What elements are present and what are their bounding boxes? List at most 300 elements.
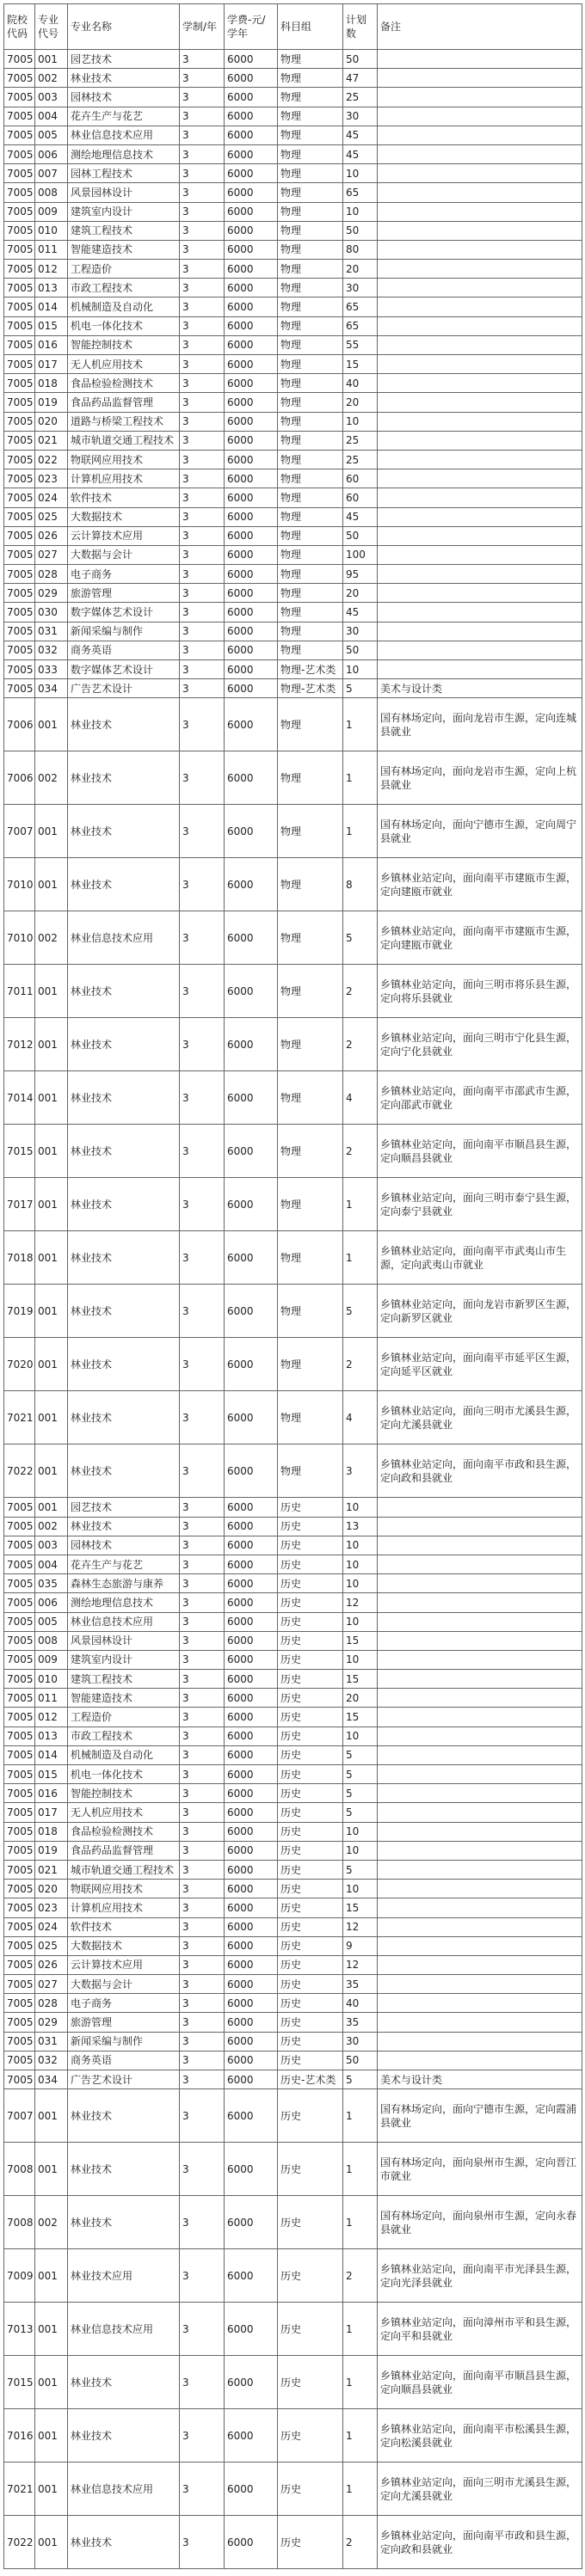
cell-major-name: 大数据技术 xyxy=(68,507,180,526)
cell-duration: 3 xyxy=(180,2143,225,2196)
cell-remarks xyxy=(378,1631,582,1650)
cell-major-name: 林业技术 xyxy=(68,1018,180,1071)
header-school-code: 院校代码 xyxy=(4,4,35,50)
cell-school-code: 7010 xyxy=(4,911,35,965)
cell-remarks xyxy=(378,584,582,603)
cell-subject-group: 物理 xyxy=(278,355,343,374)
cell-major-name: 旅游管理 xyxy=(68,2013,180,2032)
cell-tuition: 6000 xyxy=(225,1574,278,1593)
cell-duration: 3 xyxy=(180,1765,225,1784)
cell-major-code: 021 xyxy=(35,431,68,450)
cell-major-code: 012 xyxy=(35,260,68,279)
cell-plan-count: 1 xyxy=(343,1231,378,1285)
cell-remarks xyxy=(378,164,582,183)
cell-plan-count: 2 xyxy=(343,965,378,1018)
cell-tuition: 6000 xyxy=(225,660,278,679)
table-row xyxy=(4,1574,582,1593)
cell-school-code: 7005 xyxy=(4,374,35,393)
cell-duration: 3 xyxy=(180,297,225,316)
cell-subject-group: 物理 xyxy=(278,965,343,1018)
cell-major-code: 007 xyxy=(35,164,68,183)
cell-remarks: 乡镇林业站定向，面向漳州市平和县生源，定向平和县就业 xyxy=(378,2303,582,2356)
cell-duration: 3 xyxy=(180,2463,225,2516)
cell-plan-count: 10 xyxy=(343,164,378,183)
cell-tuition: 6000 xyxy=(225,1612,278,1631)
cell-subject-group: 物理 xyxy=(278,335,343,354)
cell-tuition: 6000 xyxy=(225,2463,278,2516)
table-row xyxy=(4,805,582,858)
cell-school-code: 7005 xyxy=(4,279,35,297)
cell-major-code: 004 xyxy=(35,107,68,126)
cell-plan-count: 20 xyxy=(343,1689,378,1708)
cell-major-name: 建筑工程技术 xyxy=(68,1670,180,1689)
cell-plan-count: 10 xyxy=(343,412,378,431)
table-row xyxy=(4,1994,582,2013)
header-duration: 学制/年 xyxy=(180,4,225,50)
cell-remarks: 乡镇林业站定向，面向南平市光泽县生源，定向光泽县就业 xyxy=(378,2249,582,2303)
cell-subject-group: 物理 xyxy=(278,316,343,335)
cell-major-name: 建筑室内设计 xyxy=(68,1650,180,1669)
table-row xyxy=(4,679,582,698)
cell-duration: 3 xyxy=(180,679,225,698)
cell-major-code: 034 xyxy=(35,2070,68,2089)
cell-major-name: 林业技术 xyxy=(68,2143,180,2196)
cell-remarks xyxy=(378,450,582,469)
cell-duration: 3 xyxy=(180,1178,225,1231)
table-row xyxy=(4,335,582,354)
cell-major-code: 026 xyxy=(35,526,68,545)
table-row xyxy=(4,1689,582,1708)
cell-tuition: 6000 xyxy=(225,412,278,431)
cell-subject-group: 物理 xyxy=(278,183,343,202)
cell-tuition: 6000 xyxy=(225,622,278,641)
cell-plan-count: 15 xyxy=(343,1670,378,1689)
cell-school-code: 7017 xyxy=(4,1178,35,1231)
cell-duration: 3 xyxy=(180,641,225,659)
cell-plan-count: 2 xyxy=(343,1125,378,1178)
cell-major-code: 026 xyxy=(35,1955,68,1974)
cell-subject-group: 物理 xyxy=(278,107,343,126)
table-row xyxy=(4,1071,582,1125)
cell-subject-group: 历史 xyxy=(278,2516,343,2569)
cell-school-code: 7005 xyxy=(4,622,35,641)
header-plan-count: 计划数 xyxy=(343,4,378,50)
cell-subject-group: 历史 xyxy=(278,1765,343,1784)
cell-school-code: 7010 xyxy=(4,858,35,911)
cell-subject-group: 历史 xyxy=(278,1898,343,1917)
cell-tuition: 6000 xyxy=(225,431,278,450)
cell-remarks xyxy=(378,221,582,240)
cell-subject-group: 历史 xyxy=(278,2013,343,2032)
cell-subject-group: 历史 xyxy=(278,1650,343,1669)
cell-school-code: 7005 xyxy=(4,183,35,202)
table-row xyxy=(4,2409,582,2463)
cell-remarks: 乡镇林业站定向，面向南平市建瓯市生源，定向建瓯市就业 xyxy=(378,911,582,965)
cell-tuition: 6000 xyxy=(225,698,278,751)
cell-duration: 3 xyxy=(180,1784,225,1803)
cell-duration: 3 xyxy=(180,805,225,858)
table-row xyxy=(4,469,582,488)
cell-remarks: 美术与设计类 xyxy=(378,2070,582,2089)
cell-remarks xyxy=(378,260,582,279)
cell-subject-group: 物理 xyxy=(278,164,343,183)
cell-tuition: 6000 xyxy=(225,335,278,354)
cell-duration: 3 xyxy=(180,1338,225,1391)
cell-major-code: 018 xyxy=(35,1822,68,1841)
cell-school-code: 7005 xyxy=(4,164,35,183)
cell-remarks: 乡镇林业站定向，面向南平市顺昌县生源，定向顺昌县就业 xyxy=(378,2356,582,2409)
cell-tuition: 6000 xyxy=(225,1444,278,1498)
cell-remarks xyxy=(378,1822,582,1841)
cell-school-code: 7005 xyxy=(4,1574,35,1593)
cell-remarks: 美术与设计类 xyxy=(378,679,582,698)
cell-major-name: 电子商务 xyxy=(68,565,180,584)
cell-duration: 3 xyxy=(180,374,225,393)
cell-major-code: 023 xyxy=(35,1898,68,1917)
cell-remarks xyxy=(378,1555,582,1573)
cell-tuition: 6000 xyxy=(225,2089,278,2143)
cell-duration: 3 xyxy=(180,1498,225,1517)
table-row xyxy=(4,297,582,316)
cell-duration: 3 xyxy=(180,622,225,641)
cell-duration: 3 xyxy=(180,965,225,1018)
cell-school-code: 7005 xyxy=(4,2070,35,2089)
cell-subject-group: 历史 xyxy=(278,1841,343,1860)
cell-major-code: 031 xyxy=(35,2032,68,2051)
cell-major-name: 云计算技术应用 xyxy=(68,526,180,545)
cell-major-code: 016 xyxy=(35,1784,68,1803)
cell-subject-group: 历史 xyxy=(278,2356,343,2409)
cell-major-code: 033 xyxy=(35,660,68,679)
cell-subject-group: 物理-艺术类 xyxy=(278,660,343,679)
cell-major-name: 花卉生产与花艺 xyxy=(68,107,180,126)
cell-school-code: 7005 xyxy=(4,1975,35,1994)
cell-major-name: 测绘地理信息技术 xyxy=(68,144,180,163)
cell-remarks xyxy=(378,488,582,507)
cell-plan-count: 80 xyxy=(343,240,378,259)
table-row xyxy=(4,1612,582,1631)
cell-school-code: 7005 xyxy=(4,297,35,316)
table-row xyxy=(4,1231,582,1285)
cell-remarks xyxy=(378,279,582,297)
cell-major-name: 计算机应用技术 xyxy=(68,1898,180,1917)
cell-major-code: 017 xyxy=(35,1803,68,1822)
cell-subject-group: 历史 xyxy=(278,2143,343,2196)
cell-subject-group: 历史 xyxy=(278,1803,343,1822)
cell-major-name: 智能建造技术 xyxy=(68,1689,180,1708)
cell-remarks xyxy=(378,469,582,488)
cell-major-code: 003 xyxy=(35,1536,68,1555)
cell-remarks xyxy=(378,2051,582,2070)
table-row xyxy=(4,1285,582,1338)
cell-remarks xyxy=(378,355,582,374)
cell-tuition: 6000 xyxy=(225,221,278,240)
cell-plan-count: 25 xyxy=(343,450,378,469)
table-row xyxy=(4,2143,582,2196)
cell-duration: 3 xyxy=(180,126,225,144)
cell-major-code: 004 xyxy=(35,1555,68,1573)
cell-remarks xyxy=(378,641,582,659)
cell-major-code: 001 xyxy=(35,2409,68,2463)
cell-duration: 3 xyxy=(180,1689,225,1708)
cell-subject-group: 物理 xyxy=(278,393,343,412)
cell-school-code: 7008 xyxy=(4,2196,35,2249)
cell-tuition: 6000 xyxy=(225,2013,278,2032)
cell-plan-count: 1 xyxy=(343,2089,378,2143)
cell-duration: 3 xyxy=(180,507,225,526)
cell-major-code: 028 xyxy=(35,565,68,584)
cell-major-code: 002 xyxy=(35,1517,68,1536)
cell-subject-group: 物理 xyxy=(278,1338,343,1391)
cell-major-code: 001 xyxy=(35,2463,68,2516)
cell-school-code: 7005 xyxy=(4,488,35,507)
cell-major-code: 021 xyxy=(35,1860,68,1879)
cell-subject-group: 物理 xyxy=(278,412,343,431)
cell-school-code: 7022 xyxy=(4,1444,35,1498)
cell-subject-group: 历史 xyxy=(278,2249,343,2303)
cell-subject-group: 历史 xyxy=(278,1936,343,1955)
cell-remarks xyxy=(378,526,582,545)
table-row xyxy=(4,260,582,279)
cell-major-name: 机械制造及自动化 xyxy=(68,297,180,316)
cell-major-code: 006 xyxy=(35,1593,68,1612)
table-row xyxy=(4,1125,582,1178)
cell-subject-group: 历史 xyxy=(278,1708,343,1727)
cell-major-name: 电子商务 xyxy=(68,1994,180,2013)
cell-subject-group: 历史 xyxy=(278,1574,343,1593)
cell-duration: 3 xyxy=(180,2032,225,2051)
cell-major-code: 025 xyxy=(35,507,68,526)
cell-plan-count: 5 xyxy=(343,1784,378,1803)
cell-remarks xyxy=(378,565,582,584)
cell-major-name: 软件技术 xyxy=(68,1917,180,1936)
cell-plan-count: 20 xyxy=(343,393,378,412)
cell-major-name: 食品检验检测技术 xyxy=(68,374,180,393)
cell-plan-count: 50 xyxy=(343,2051,378,2070)
cell-tuition: 6000 xyxy=(225,1593,278,1612)
table-row xyxy=(4,751,582,805)
cell-tuition: 6000 xyxy=(225,1018,278,1071)
cell-major-name: 道路与桥梁工程技术 xyxy=(68,412,180,431)
cell-remarks xyxy=(378,1955,582,1974)
cell-tuition: 6000 xyxy=(225,1880,278,1898)
table-row xyxy=(4,2051,582,2070)
table-row xyxy=(4,698,582,751)
cell-subject-group: 历史 xyxy=(278,2032,343,2051)
cell-subject-group: 物理 xyxy=(278,88,343,107)
cell-major-name: 无人机应用技术 xyxy=(68,355,180,374)
cell-major-name: 林业技术 xyxy=(68,965,180,1018)
cell-plan-count: 35 xyxy=(343,1975,378,1994)
cell-school-code: 7009 xyxy=(4,2249,35,2303)
cell-major-name: 林业技术 xyxy=(68,69,180,88)
cell-plan-count: 60 xyxy=(343,488,378,507)
cell-remarks: 乡镇林业站定向，面向南平市政和县生源，定向政和县就业 xyxy=(378,2516,582,2569)
cell-major-code: 001 xyxy=(35,1391,68,1444)
cell-subject-group: 历史 xyxy=(278,2051,343,2070)
cell-major-code: 008 xyxy=(35,1631,68,1650)
cell-tuition: 6000 xyxy=(225,279,278,297)
cell-major-code: 016 xyxy=(35,335,68,354)
cell-remarks: 国有林场定向，面向龙岩市生源，定向连城县就业 xyxy=(378,698,582,751)
cell-duration: 3 xyxy=(180,1994,225,2013)
cell-school-code: 7005 xyxy=(4,88,35,107)
cell-subject-group: 历史 xyxy=(278,1994,343,2013)
cell-duration: 3 xyxy=(180,2051,225,2070)
cell-school-code: 7005 xyxy=(4,1784,35,1803)
cell-subject-group: 历史 xyxy=(278,1917,343,1936)
cell-tuition: 6000 xyxy=(225,1784,278,1803)
cell-school-code: 7005 xyxy=(4,545,35,564)
cell-tuition: 6000 xyxy=(225,144,278,163)
cell-major-code: 027 xyxy=(35,1975,68,1994)
cell-subject-group: 历史 xyxy=(278,1536,343,1555)
cell-remarks xyxy=(378,1975,582,1994)
cell-tuition: 6000 xyxy=(225,965,278,1018)
cell-major-name: 林业信息技术应用 xyxy=(68,911,180,965)
cell-tuition: 6000 xyxy=(225,679,278,698)
cell-tuition: 6000 xyxy=(225,316,278,335)
cell-major-code: 001 xyxy=(35,2303,68,2356)
cell-major-name: 大数据技术 xyxy=(68,1936,180,1955)
cell-tuition: 6000 xyxy=(225,1803,278,1822)
cell-duration: 3 xyxy=(180,2516,225,2569)
cell-remarks: 国有林场定向，面向泉州市生源，定向永春县就业 xyxy=(378,2196,582,2249)
cell-tuition: 6000 xyxy=(225,126,278,144)
cell-remarks: 国有林场定向，面向龙岩市生源，定向上杭县就业 xyxy=(378,751,582,805)
cell-major-code: 032 xyxy=(35,2051,68,2070)
cell-remarks xyxy=(378,393,582,412)
cell-major-code: 014 xyxy=(35,1745,68,1764)
cell-remarks xyxy=(378,183,582,202)
cell-duration: 3 xyxy=(180,69,225,88)
cell-school-code: 7005 xyxy=(4,221,35,240)
cell-subject-group: 物理 xyxy=(278,1285,343,1338)
cell-tuition: 6000 xyxy=(225,1708,278,1727)
cell-duration: 3 xyxy=(180,858,225,911)
cell-major-name: 大数据与会计 xyxy=(68,545,180,564)
cell-tuition: 6000 xyxy=(225,2051,278,2070)
cell-school-code: 7022 xyxy=(4,2516,35,2569)
cell-duration: 3 xyxy=(180,240,225,259)
cell-duration: 3 xyxy=(180,1536,225,1555)
cell-major-name: 城市轨道交通工程技术 xyxy=(68,431,180,450)
table-row xyxy=(4,545,582,564)
cell-major-code: 029 xyxy=(35,584,68,603)
cell-plan-count: 8 xyxy=(343,858,378,911)
cell-major-code: 012 xyxy=(35,1708,68,1727)
table-row xyxy=(4,1880,582,1898)
cell-plan-count: 50 xyxy=(343,221,378,240)
cell-school-code: 7005 xyxy=(4,202,35,221)
cell-remarks: 乡镇林业站定向，面向三明市泰宁县生源，定向泰宁县就业 xyxy=(378,1178,582,1231)
cell-remarks xyxy=(378,1536,582,1555)
cell-duration: 3 xyxy=(180,1631,225,1650)
cell-major-name: 林业信息技术应用 xyxy=(68,2303,180,2356)
cell-major-name: 林业技术 xyxy=(68,751,180,805)
cell-tuition: 6000 xyxy=(225,911,278,965)
table-row xyxy=(4,1631,582,1650)
table-row xyxy=(4,1650,582,1669)
table-row xyxy=(4,1555,582,1573)
cell-school-code: 7005 xyxy=(4,1917,35,1936)
cell-major-name: 林业技术 xyxy=(68,805,180,858)
cell-major-code: 024 xyxy=(35,1917,68,1936)
table-row xyxy=(4,584,582,603)
cell-duration: 3 xyxy=(180,260,225,279)
cell-duration: 3 xyxy=(180,526,225,545)
cell-tuition: 6000 xyxy=(225,1555,278,1573)
cell-tuition: 6000 xyxy=(225,641,278,659)
table-row xyxy=(4,183,582,202)
cell-major-name: 林业技术 xyxy=(68,858,180,911)
cell-remarks: 乡镇林业站定向，面向龙岩市新罗区生源，定向新罗区就业 xyxy=(378,1285,582,1338)
cell-school-code: 7018 xyxy=(4,1231,35,1285)
cell-subject-group: 历史 xyxy=(278,1955,343,1974)
cell-subject-group: 历史 xyxy=(278,1880,343,1898)
cell-major-code: 005 xyxy=(35,126,68,144)
cell-plan-count: 12 xyxy=(343,1917,378,1936)
cell-remarks xyxy=(378,202,582,221)
cell-remarks xyxy=(378,1498,582,1517)
cell-subject-group: 历史 xyxy=(278,1745,343,1764)
cell-remarks: 乡镇林业站定向，面向南平市武夷山市生源，定向武夷山市就业 xyxy=(378,1231,582,1285)
cell-duration: 3 xyxy=(180,2070,225,2089)
cell-major-name: 林业技术 xyxy=(68,1178,180,1231)
table-row xyxy=(4,2070,582,2089)
cell-plan-count: 12 xyxy=(343,1955,378,1974)
table-row xyxy=(4,1517,582,1536)
cell-tuition: 6000 xyxy=(225,50,278,69)
cell-school-code: 7005 xyxy=(4,1650,35,1669)
cell-major-code: 013 xyxy=(35,279,68,297)
table-row xyxy=(4,240,582,259)
cell-tuition: 6000 xyxy=(225,1860,278,1879)
table-row xyxy=(4,2196,582,2249)
cell-major-name: 林业技术 xyxy=(68,1285,180,1338)
cell-subject-group: 物理 xyxy=(278,622,343,641)
cell-school-code: 7005 xyxy=(4,69,35,88)
cell-plan-count: 2 xyxy=(343,1338,378,1391)
cell-tuition: 6000 xyxy=(225,2032,278,2051)
cell-school-code: 7005 xyxy=(4,1727,35,1745)
cell-tuition: 6000 xyxy=(225,1231,278,1285)
cell-school-code: 7005 xyxy=(4,240,35,259)
cell-major-name: 测绘地理信息技术 xyxy=(68,1593,180,1612)
cell-plan-count: 25 xyxy=(343,88,378,107)
cell-major-name: 林业技术 xyxy=(68,2196,180,2249)
cell-major-code: 020 xyxy=(35,1880,68,1898)
table-row xyxy=(4,1178,582,1231)
table-row xyxy=(4,1784,582,1803)
cell-major-code: 001 xyxy=(35,1231,68,1285)
cell-school-code: 7005 xyxy=(4,1936,35,1955)
cell-tuition: 6000 xyxy=(225,805,278,858)
cell-subject-group: 物理 xyxy=(278,751,343,805)
table-row xyxy=(4,1593,582,1612)
table-row xyxy=(4,126,582,144)
cell-duration: 3 xyxy=(180,545,225,564)
cell-plan-count: 65 xyxy=(343,297,378,316)
cell-duration: 3 xyxy=(180,911,225,965)
cell-major-name: 食品药品监督管理 xyxy=(68,393,180,412)
cell-duration: 3 xyxy=(180,393,225,412)
cell-plan-count: 30 xyxy=(343,2032,378,2051)
cell-school-code: 7005 xyxy=(4,679,35,698)
table-row xyxy=(4,1955,582,1974)
cell-major-code: 001 xyxy=(35,2143,68,2196)
cell-plan-count: 1 xyxy=(343,2196,378,2249)
